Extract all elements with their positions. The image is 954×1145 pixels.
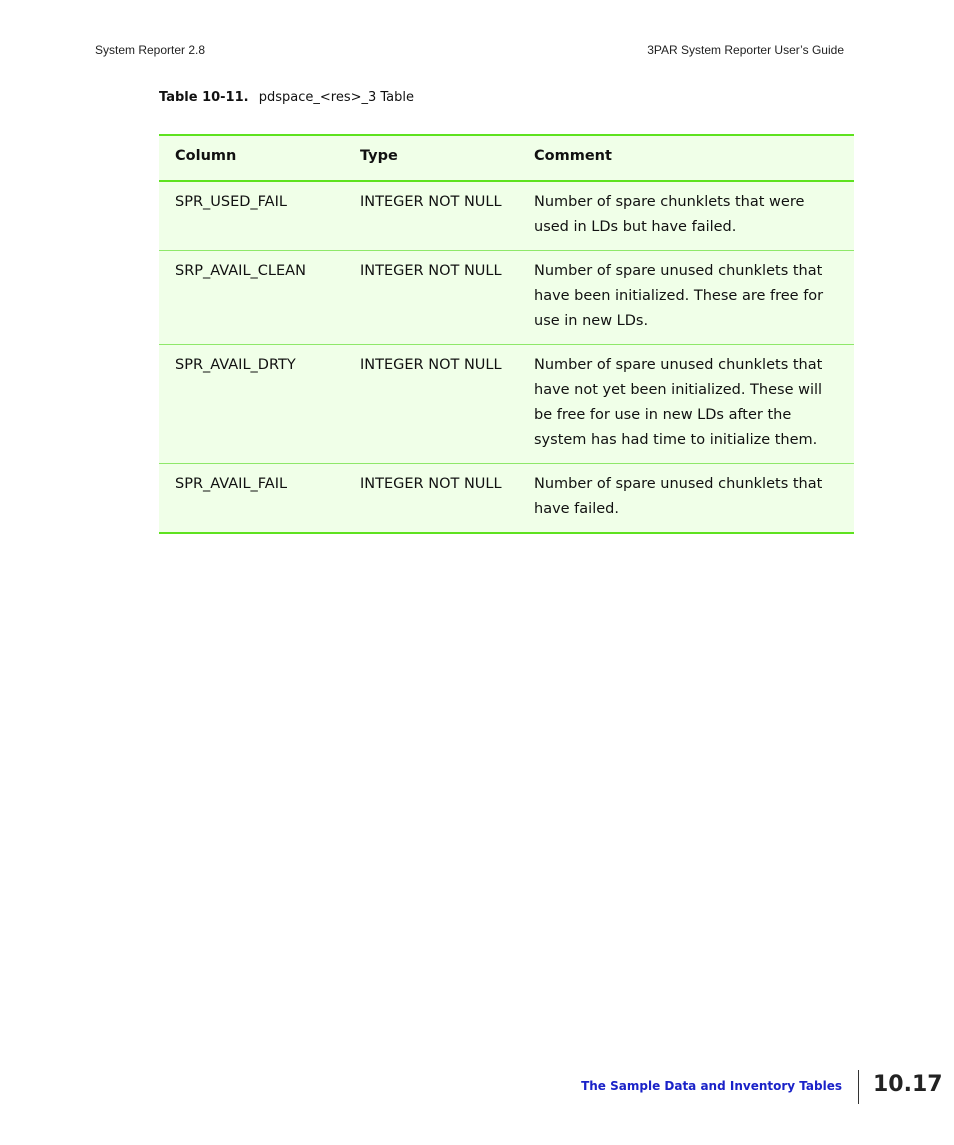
table-header-row — [159, 135, 854, 181]
cell-comment: Number of spare unused chunklets that have not yet been initialized. These will be free for use in new LDs after the system has had time to initialize them. — [534, 357, 823, 448]
cell-column: SPR_AVAIL_FAIL — [175, 476, 288, 492]
cell-type: INTEGER NOT NULL — [360, 357, 502, 373]
header-comment: Comment — [534, 148, 612, 164]
table-row — [159, 345, 854, 464]
header-type: Type — [360, 148, 398, 164]
cell-type: INTEGER NOT NULL — [360, 476, 502, 492]
table-row — [159, 464, 854, 534]
table-caption — [159, 90, 414, 105]
table-row — [159, 251, 854, 345]
pdspace-table — [159, 134, 854, 534]
table-caption-title: pdspace_<res>_3 Table — [258, 90, 415, 105]
page-number: 10.17 — [873, 1072, 943, 1097]
cell-comment: Number of spare unused chunklets that have failed. — [534, 476, 823, 517]
table-caption-label: Table 10-11. — [159, 90, 249, 105]
table-row — [159, 181, 854, 251]
cell-column: SPR_AVAIL_DRTY — [175, 357, 296, 373]
cell-column: SPR_USED_FAIL — [175, 194, 287, 210]
footer-divider — [858, 1070, 859, 1104]
cell-comment: Number of spare chunklets that were used in LDs but have failed. — [534, 194, 805, 235]
cell-type: INTEGER NOT NULL — [360, 194, 502, 210]
header-column: Column — [175, 148, 237, 164]
cell-type: INTEGER NOT NULL — [360, 263, 502, 279]
running-header-right: 3PAR System Reporter User’s Guide — [647, 43, 844, 57]
footer-section-title: The Sample Data and Inventory Tables — [581, 1079, 842, 1093]
cell-comment: Number of spare unused chunklets that have been initialized. These are free for use in new LDs. — [534, 263, 824, 329]
cell-column: SRP_AVAIL_CLEAN — [175, 263, 306, 279]
running-header-left: System Reporter 2.8 — [95, 43, 206, 57]
